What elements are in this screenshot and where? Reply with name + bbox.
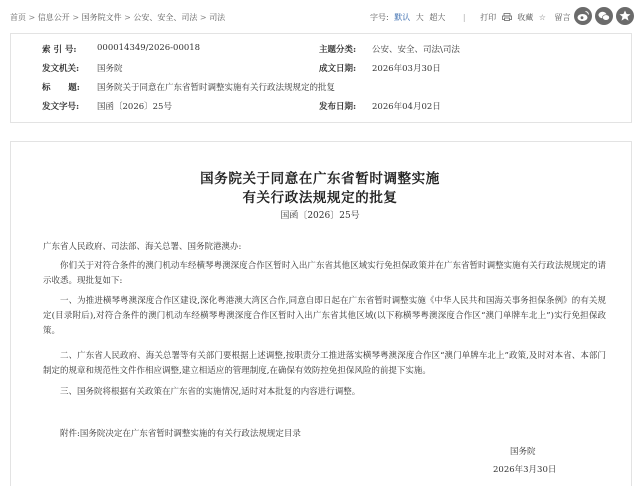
breadcrumb-state-council-docs[interactable]: 国务院文件 xyxy=(81,13,122,22)
print-label: 打印 xyxy=(480,13,497,22)
paragraph-4: 三、国务院将根据有关政策在广东省的实施情况,适时对本批复的内容进行调整。 xyxy=(60,387,361,397)
attachment-line: 附件:国务院决定在广东省暂时调整实施的有关行政法规规定目录 xyxy=(60,429,301,439)
breadcrumb-home[interactable]: 首页 xyxy=(10,13,26,22)
issuer-value: 国务院 xyxy=(97,64,123,74)
recipients: 广东省人民政府、司法部、海关总署、国务院港澳办: xyxy=(43,242,242,252)
breadcrumb-justice[interactable]: 司法 xyxy=(209,13,226,22)
metadata-panel xyxy=(10,33,632,123)
wechat-icon[interactable] xyxy=(595,7,613,25)
font-size-large[interactable]: 大 xyxy=(415,13,424,22)
breadcrumb-separator: > xyxy=(121,13,134,22)
published-date-label: 发布日期: xyxy=(319,102,357,112)
document-number: 国函〔2026〕25号 xyxy=(280,211,360,221)
top-bar xyxy=(0,0,640,32)
favorite-label: 收藏 xyxy=(517,13,534,22)
star-icon: ☆ xyxy=(538,13,546,22)
breadcrumb-separator: > xyxy=(26,13,38,22)
topic-value: 公安、安全、司法\司法 xyxy=(372,45,460,55)
created-date-value: 2026年03月30日 xyxy=(372,64,441,74)
paragraph-1: 你们关于对符合条件的澳门机动车经横琴粤澳深度合作区暂时入出广东省其他区域实行免担保政策并在广东省暂时调整实施有关行政法规规定的请示收悉。现批复如下: xyxy=(43,261,606,286)
favorite-button[interactable] xyxy=(517,13,549,22)
doc-number-label: 发文字号: xyxy=(42,102,80,112)
comment-label: 留言 xyxy=(554,13,571,22)
font-size-xlarge[interactable]: 超大 xyxy=(429,13,446,22)
title-value: 国务院关于同意在广东省暂时调整实施有关行政法规规定的批复 xyxy=(97,83,336,93)
breadcrumb xyxy=(10,12,225,23)
weibo-icon[interactable] xyxy=(574,7,592,25)
issuer-label: 发文机关: xyxy=(42,64,80,74)
title-label: 标 题: xyxy=(42,83,80,93)
paragraph-2: 一、为推进横琴粤澳深度合作区建设,深化粤港澳大湾区合作,同意自即日起在广东省暂时调整实施《中华人民共和国海关事务担保条例》的有关规定(目录附后),对符合条件的澳门机动车经横琴粤澳深度合作区暂时入出广东省其他区域(以下称横琴粤澳深度合作区“澳门单牌车北上”)实行免担保政策。 xyxy=(43,296,606,336)
breadcrumb-separator: > xyxy=(69,13,82,22)
font-size-default[interactable]: 默认 xyxy=(394,13,411,22)
signature-date: 2026年3月30日 xyxy=(493,465,557,475)
signature: 国务院 xyxy=(510,447,536,457)
document-title-line1: 国务院关于同意在广东省暂时调整实施 xyxy=(200,171,440,187)
breadcrumb-public-security[interactable]: 公安、安全、司法 xyxy=(133,13,198,22)
breadcrumb-info-public[interactable]: 信息公开 xyxy=(37,13,70,22)
index-value: 000014349/2026-00018 xyxy=(97,43,201,53)
doc-number-value: 国函〔2026〕25号 xyxy=(97,102,172,112)
index-label: 索 引 号: xyxy=(42,45,77,55)
printer-icon xyxy=(502,13,512,21)
print-button[interactable] xyxy=(480,13,512,22)
paragraph-3: 二、广东省人民政府、海关总署等有关部门要根据上述调整,按职责分工推进落实横琴粤澳深度合作区“澳门单牌车北上”政策,及时对本省、本部门制定的规章和规范性文件作相应调整,建立相适应的管理制度,在确保有效防控免担保风险的前提下实施。 xyxy=(43,351,606,376)
font-size-label: 字号: xyxy=(370,13,389,22)
document-title-line2: 有关行政法规规定的批复 xyxy=(242,190,398,206)
qzone-icon[interactable] xyxy=(616,7,634,25)
topic-label: 主题分类: xyxy=(319,45,357,55)
created-date-label: 成文日期: xyxy=(319,64,357,74)
tools-divider: | xyxy=(462,13,466,22)
published-date-value: 2026年04月02日 xyxy=(372,102,441,112)
breadcrumb-separator: > xyxy=(197,13,210,22)
